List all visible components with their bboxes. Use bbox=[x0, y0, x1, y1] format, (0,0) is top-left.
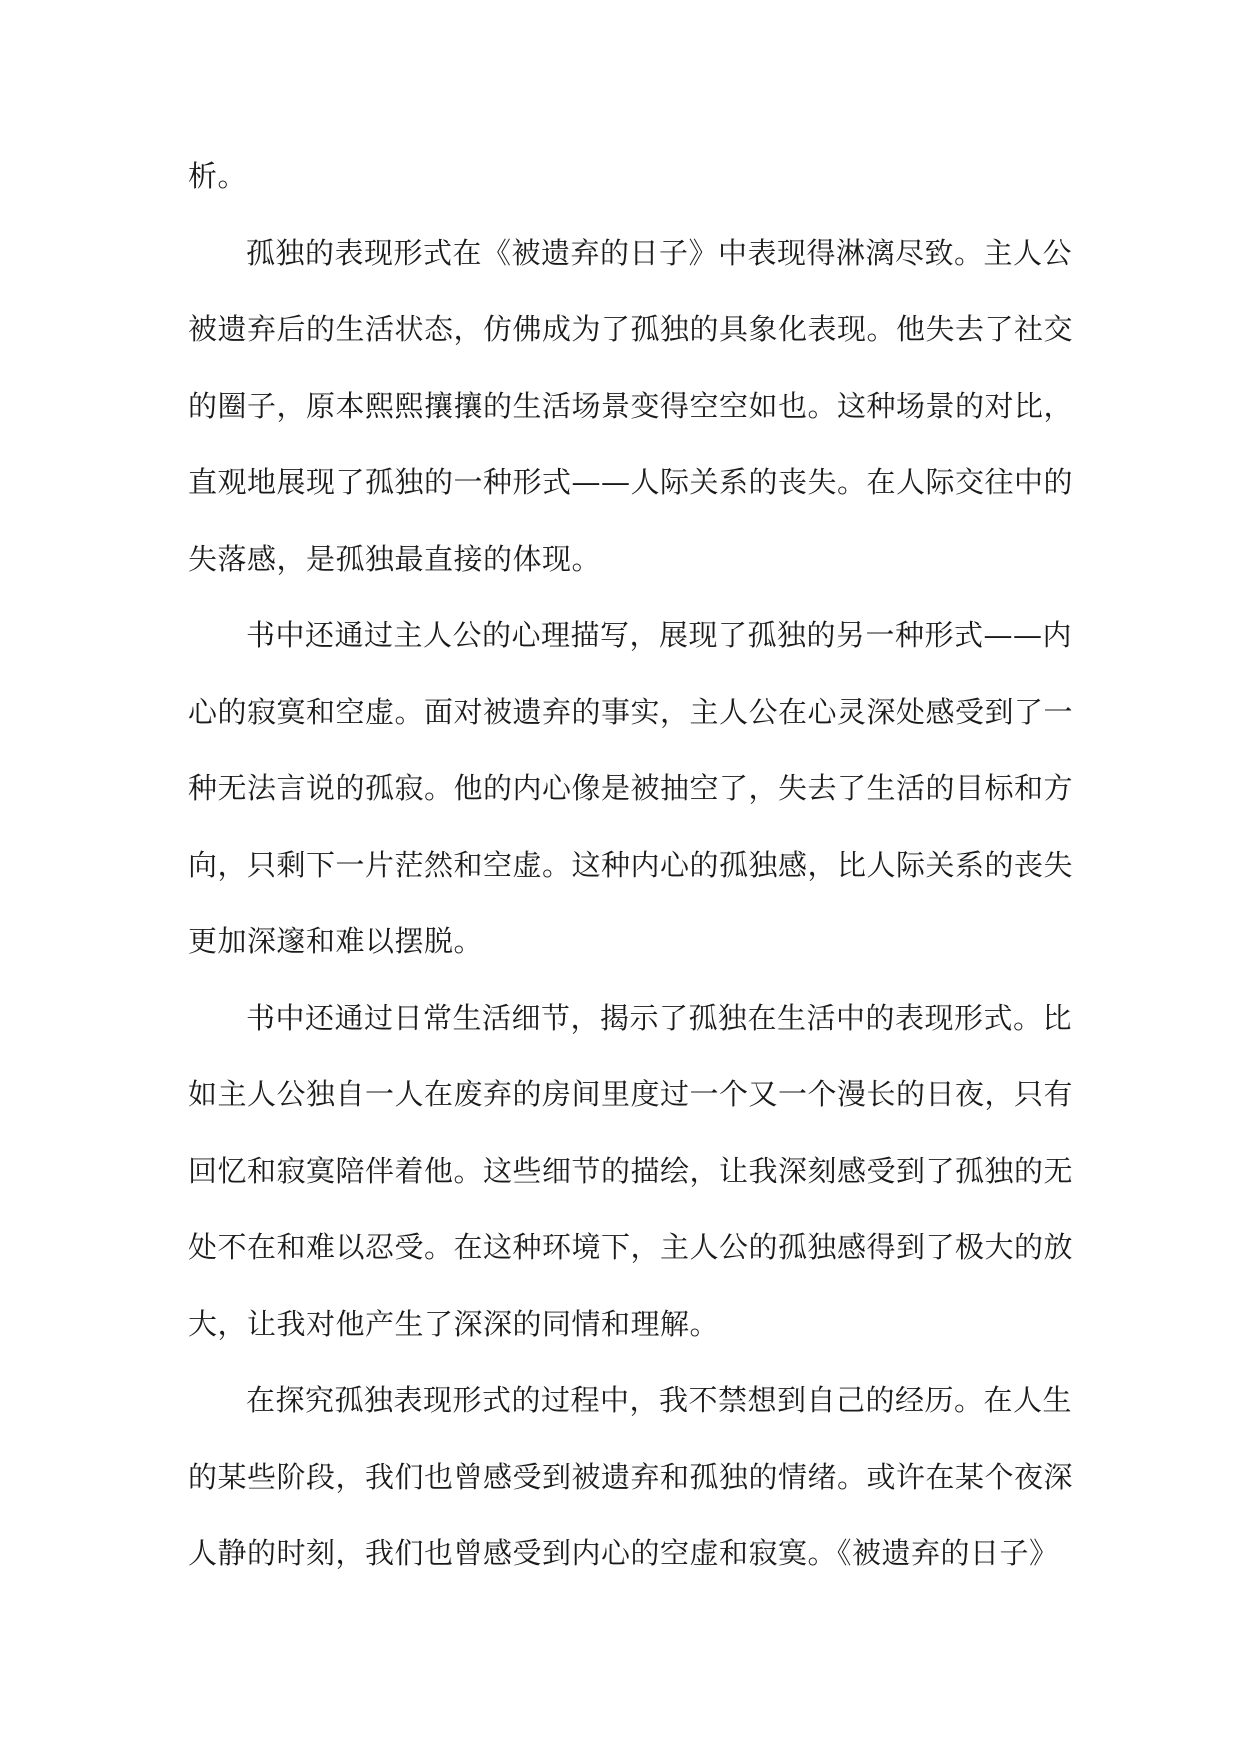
text-line: 的某些阶段，我们也曾感受到被遗弃和孤独的情绪。或许在某个夜深 bbox=[188, 1459, 1074, 1494]
text-line: 向，只剩下一片茫然和空虚。这种内心的孤独感，比人际关系的丧失 bbox=[188, 847, 1074, 882]
text-line: 在探究孤独表现形式的过程中，我不禁想到自己的经历。在人生 bbox=[246, 1383, 1073, 1417]
text-line: 处不在和难以忍受。在这种环境下，主人公的孤独感得到了极大的放 bbox=[188, 1230, 1074, 1264]
text-line: 书中还通过日常生活细节，揭示了孤独在生活中的表现形式。比 bbox=[246, 1000, 1073, 1035]
text-line: 失落感，是孤独最直接的体现。 bbox=[188, 541, 602, 576]
text-line: 种无法言说的孤寂。他的内心像是被抽空了，失去了生活的目标和方 bbox=[188, 771, 1074, 805]
text-line: 直观地展现了孤独的一种形式——人际关系的丧失。在人际交往中的 bbox=[188, 465, 1074, 499]
text-line: 孤独的表现形式在《被遗弃的日子》中表现得淋漓尽致。主人公 bbox=[246, 235, 1073, 270]
text-line: 回忆和寂寞陪伴着他。这些细节的描绘，让我深刻感受到了孤独的无 bbox=[188, 1153, 1074, 1188]
text-line: 的圈子，原本熙熙攘攘的生活场景变得空空如也。这种场景的对比， bbox=[188, 388, 1074, 423]
text-line: 大，让我对他产生了深深的同情和理解。 bbox=[188, 1306, 720, 1341]
text-line: 更加深邃和难以摆脱。 bbox=[188, 924, 484, 958]
text-line: 人静的时刻，我们也曾感受到内心的空虚和寂寞。《被遗弃的日子》 bbox=[188, 1536, 1059, 1570]
document-body bbox=[188, 138, 1074, 1592]
text-line: 被遗弃后的生活状态，仿佛成为了孤独的具象化表现。他失去了社交 bbox=[188, 312, 1074, 346]
text-line: 书中还通过主人公的心理描写，展现了孤独的另一种形式——内 bbox=[246, 618, 1073, 652]
text-line: 析。 bbox=[188, 159, 248, 193]
text-line: 心的寂寞和空虚。面对被遗弃的事实，主人公在心灵深处感受到了一 bbox=[188, 694, 1074, 729]
text-line: 如主人公独自一人在废弃的房间里度过一个又一个漫长的日夜，只有 bbox=[188, 1077, 1074, 1111]
